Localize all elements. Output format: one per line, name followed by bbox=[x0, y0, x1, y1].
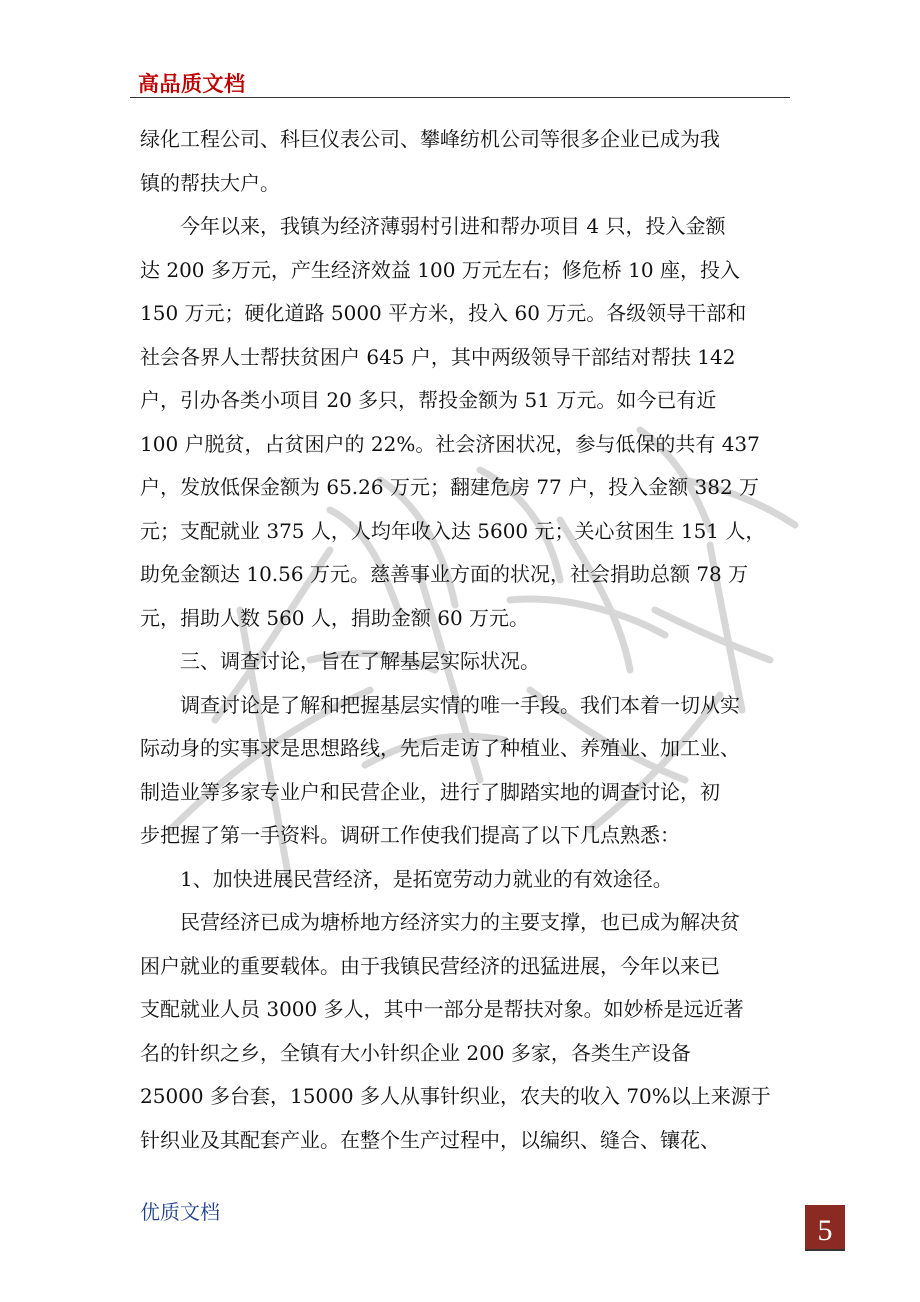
page-number-badge bbox=[805, 1205, 845, 1251]
body-line: 步把握了第一手资料。调研工作使我们提高了以下几点熟悉： bbox=[140, 823, 680, 847]
body-line: 名的针织之乡，全镇有大小针织企业 200 多家，各类生产设备 bbox=[140, 1040, 691, 1065]
page-number: 5 bbox=[817, 1214, 833, 1247]
body-line: 支配就业人员 3000 多人，其中一部分是帮扶对象。如妙桥是远近著 bbox=[140, 997, 744, 1021]
header-title: 高品质文档 bbox=[138, 72, 246, 96]
body-line: 绿化工程公司、科巨仪表公司、攀峰纺机公司等很多企业已成为我 bbox=[140, 127, 720, 151]
body-line: 针织业及其配套产业。在整个生产过程中，以编织、缝合、镶花、 bbox=[140, 1127, 720, 1152]
body-line: 25000 多台套，15000 多人从事针织业，农夫的收入 70%以上来源于 bbox=[140, 1084, 771, 1108]
body-line: 元；支配就业 375 人，人均年收入达 5600 元；关心贫困生 151 人， bbox=[140, 518, 766, 543]
body-line: 镇的帮扶大户。 bbox=[140, 170, 280, 195]
body-line: 元，捐助人数 560 人，捐助金额 60 万元。 bbox=[140, 605, 530, 630]
body-line: 达 200 多万元，产生经济效益 100 万元左右；修危桥 10 座，投入 bbox=[140, 257, 740, 282]
body-line: 今年以来，我镇为经济薄弱村引进和帮办项目 4 只，投入金额 bbox=[180, 214, 726, 238]
body-line: 制造业等多家专业户和民营企业，进行了脚踏实地的调查讨论，初 bbox=[140, 779, 720, 804]
subsection-heading: 1、加快进展民营经济，是拓宽劳动力就业的有效途径。 bbox=[180, 866, 673, 891]
body-line: 调查讨论是了解和把握基层实情的唯一手段。我们本着一切从实 bbox=[180, 692, 740, 717]
footer-divider bbox=[805, 1249, 845, 1251]
body-line: 150 万元；硬化道路 5000 平方米，投入 60 万元。各级领导干部和 bbox=[140, 301, 747, 325]
body-line: 社会各界人士帮扶贫困户 645 户，其中两级领导干部结对帮扶 142 bbox=[140, 344, 736, 369]
body-line: 困户就业的重要载体。由于我镇民营经济的迅猛进展，今年以来已 bbox=[140, 953, 720, 978]
footer-title: 优质文档 bbox=[140, 1200, 220, 1224]
body-line: 助免金额达 10.56 万元。慈善事业方面的状况，社会捐助总额 78 万 bbox=[140, 562, 749, 586]
body-line: 户，发放低保金额为 65.26 万元；翻建危房 77 户，投入金额 382 万 bbox=[140, 475, 760, 499]
section-heading: 三、调查讨论，旨在了解基层实际状况。 bbox=[180, 649, 540, 673]
body-line: 民营经济已成为塘桥地方经济实力的主要支撑，也已成为解决贫 bbox=[180, 910, 740, 934]
body-line: 际动身的实事求是思想路线，先后走访了种植业、养殖业、加工业、 bbox=[140, 736, 740, 760]
body-line: 100 户脱贫，占贫困户的 22%。社会济困状况，参与低保的共有 437 bbox=[140, 431, 760, 456]
header-divider bbox=[130, 97, 790, 98]
document-body bbox=[140, 118, 790, 1162]
body-line: 户，引办各类小项目 20 多只，帮投金额为 51 万元。如今已有近 bbox=[140, 388, 717, 412]
